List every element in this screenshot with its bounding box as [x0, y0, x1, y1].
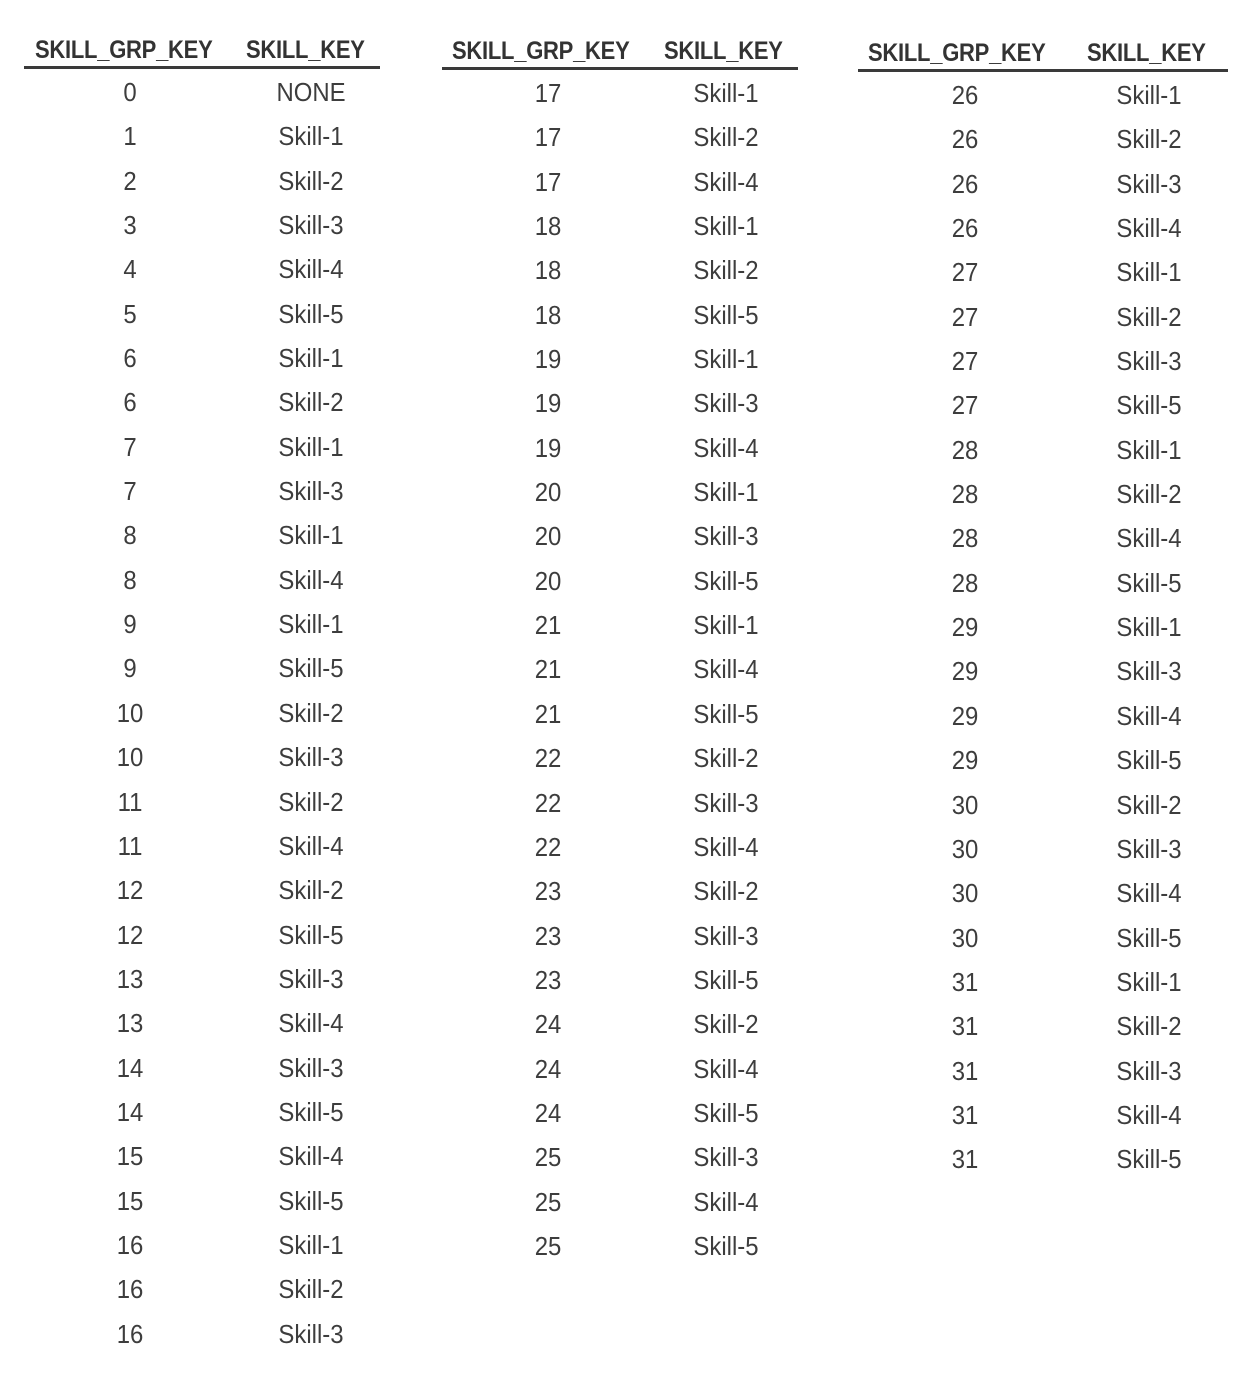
table-row [24, 381, 380, 425]
table-row [858, 517, 1228, 561]
column-header-skill-key: SKILL_KEY [1087, 39, 1206, 67]
skill-grp-key-cell: 21 [534, 698, 562, 729]
column-header-skill-key: SKILL_KEY [664, 37, 783, 65]
skill-grp-key-cell: 11 [117, 830, 143, 861]
table-row [858, 1050, 1228, 1094]
skill-key-cell: Skill-1 [1116, 257, 1182, 288]
skill-grp-key-cell: 6 [123, 387, 137, 418]
skill-key-cell: Skill-1 [278, 520, 344, 551]
table-row [24, 1002, 380, 1046]
table-row [858, 562, 1228, 606]
skill-key-cell: Skill-3 [1116, 168, 1182, 199]
skill-grp-key-cell: 26 [951, 80, 979, 110]
skill-grp-key-cell: 31 [951, 966, 979, 997]
skill-grp-key-cell: 28 [951, 479, 979, 510]
skill-key-cell: Skill-2 [1116, 789, 1182, 820]
skill-key-cell: Skill-3 [693, 787, 759, 818]
table-row [24, 692, 380, 736]
table-row [858, 473, 1228, 517]
skill-key-cell: Skill-2 [278, 875, 344, 906]
skill-key-cell: Skill-2 [278, 165, 344, 196]
skill-grp-key-cell: 23 [534, 920, 562, 951]
column-header-skill-grp-key: SKILL_GRP_KEY [35, 36, 213, 64]
table-header [442, 31, 798, 70]
skill-grp-key-cell: 14 [116, 1096, 144, 1127]
table-row [24, 1268, 380, 1312]
table-row [24, 204, 380, 248]
table-row [24, 559, 380, 603]
skill-key-cell: Skill-5 [278, 1096, 344, 1127]
skill-key-cell: Skill-2 [693, 1009, 759, 1040]
skill-group-table-2 [442, 31, 798, 1269]
skill-key-cell: Skill-5 [693, 299, 759, 330]
skill-grp-key-cell: 12 [116, 919, 144, 950]
skill-grp-key-cell: 18 [534, 255, 562, 286]
table-row [858, 74, 1228, 118]
table-row [858, 118, 1228, 162]
skill-key-cell: Skill-5 [693, 1097, 759, 1128]
table-row [24, 603, 380, 647]
skill-grp-key-cell: 4 [123, 254, 137, 285]
skill-key-cell: Skill-3 [278, 476, 344, 507]
skill-key-cell: Skill-3 [693, 521, 759, 552]
table-row [442, 471, 798, 515]
table-row [24, 470, 380, 514]
table-row [442, 161, 798, 205]
skill-key-cell: Skill-5 [693, 565, 759, 596]
skill-key-cell: Skill-4 [693, 831, 759, 862]
skill-grp-key-cell: 31 [951, 1144, 979, 1175]
table-row [24, 115, 380, 159]
skill-grp-key-cell: 13 [116, 1008, 144, 1039]
table-row [24, 426, 380, 470]
skill-key-cell: Skill-3 [1116, 833, 1182, 864]
skill-key-cell: Skill-4 [1116, 523, 1182, 554]
skill-grp-key-cell: 20 [534, 477, 562, 508]
skill-key-cell: Skill-4 [693, 166, 759, 197]
skill-grp-key-cell: 22 [534, 787, 562, 818]
table-row [442, 249, 798, 293]
table-row [442, 382, 798, 426]
skill-key-cell: Skill-4 [278, 830, 344, 861]
skill-grp-key-cell: 20 [534, 521, 562, 552]
skill-key-cell: Skill-3 [693, 388, 759, 419]
table-row [24, 869, 380, 913]
skill-key-cell: Skill-1 [278, 343, 344, 374]
skill-key-cell: Skill-4 [693, 432, 759, 463]
skill-grp-key-cell: 27 [951, 257, 979, 288]
skill-grp-key-cell: 7 [123, 431, 137, 462]
skill-key-cell: Skill-1 [1116, 434, 1182, 465]
skill-grp-key-cell: 19 [534, 432, 562, 463]
table-row [858, 695, 1228, 739]
table-row [858, 784, 1228, 828]
table-row [858, 384, 1228, 428]
table-row [24, 248, 380, 292]
skill-grp-key-cell: 15 [116, 1185, 144, 1216]
skill-grp-key-cell: 14 [116, 1052, 144, 1083]
skill-grp-key-cell: 25 [534, 1142, 562, 1173]
skill-grp-key-cell: 28 [951, 434, 979, 465]
table-row [442, 648, 798, 692]
skill-grp-key-cell: 19 [534, 344, 562, 375]
skill-grp-key-cell: 27 [951, 346, 979, 377]
skill-key-cell: Skill-3 [278, 742, 344, 773]
skill-grp-key-cell: 11 [117, 786, 143, 817]
skill-key-cell: Skill-2 [693, 743, 759, 774]
skill-key-cell: Skill-5 [278, 653, 344, 684]
skill-key-cell: Skill-3 [1116, 656, 1182, 687]
table-row [858, 251, 1228, 295]
column-header-skill-grp-key: SKILL_GRP_KEY [452, 37, 630, 65]
table-row [442, 427, 798, 471]
skill-key-cell: Skill-5 [278, 298, 344, 329]
table-row [24, 958, 380, 1002]
skill-key-cell: Skill-5 [1116, 390, 1182, 421]
column-header-skill-grp-key: SKILL_GRP_KEY [868, 39, 1046, 67]
skill-grp-key-cell: 26 [951, 213, 979, 244]
skill-key-cell: Skill-2 [693, 255, 759, 286]
table-row [24, 1135, 380, 1179]
skill-key-cell: Skill-2 [278, 387, 344, 418]
table-row [442, 1181, 798, 1225]
table-row [442, 1136, 798, 1180]
table-row [442, 515, 798, 559]
skill-key-cell: Skill-5 [1116, 567, 1182, 598]
skill-grp-key-cell: 25 [534, 1230, 562, 1261]
skill-key-cell: Skill-5 [1116, 745, 1182, 776]
skill-key-cell: Skill-5 [1116, 1144, 1182, 1175]
skill-key-cell: Skill-4 [1116, 213, 1182, 244]
skill-key-cell: Skill-5 [278, 919, 344, 950]
skill-key-cell: Skill-4 [693, 654, 759, 685]
skill-key-cell: Skill-4 [693, 1186, 759, 1217]
table-row [24, 1091, 380, 1135]
table-row [858, 1094, 1228, 1138]
skill-grp-key-cell: 2 [123, 165, 137, 196]
skill-grp-key-cell: 25 [534, 1186, 562, 1217]
skill-key-cell: Skill-3 [693, 1142, 759, 1173]
column-header-skill-key: SKILL_KEY [246, 36, 365, 64]
skill-key-cell: Skill-5 [278, 1185, 344, 1216]
skill-grp-key-cell: 13 [116, 963, 144, 994]
table-row [24, 825, 380, 869]
skill-grp-key-cell: 10 [116, 697, 144, 728]
skill-key-cell: Skill-3 [278, 210, 344, 241]
table-row [24, 647, 380, 691]
skill-grp-key-cell: 20 [534, 565, 562, 596]
skill-grp-key-cell: 17 [534, 122, 562, 153]
table-header [24, 30, 380, 69]
skill-key-cell: Skill-3 [1116, 346, 1182, 377]
skill-key-cell: Skill-5 [1116, 922, 1182, 953]
table-row [442, 1048, 798, 1092]
skill-key-cell: Skill-3 [278, 963, 344, 994]
skill-group-table-1 [24, 30, 380, 1357]
table-row [858, 340, 1228, 384]
skill-grp-key-cell: 26 [951, 124, 979, 155]
skill-grp-key-cell: 17 [534, 166, 562, 197]
skill-key-cell: Skill-2 [278, 786, 344, 817]
skill-key-cell: Skill-1 [278, 121, 344, 152]
skill-grp-key-cell: 28 [951, 567, 979, 598]
table-row [442, 826, 798, 870]
skill-grp-key-cell: 9 [123, 653, 137, 684]
skill-key-cell: Skill-1 [693, 477, 759, 508]
table-row [24, 914, 380, 958]
table-row [442, 1003, 798, 1047]
skill-key-cell: Skill-4 [278, 564, 344, 595]
table-row [24, 337, 380, 381]
table-header [858, 33, 1228, 72]
skill-grp-key-cell: 31 [951, 1011, 979, 1042]
skill-key-cell: Skill-1 [693, 344, 759, 375]
table-row [442, 693, 798, 737]
skill-key-cell: Skill-3 [1116, 1055, 1182, 1086]
table-row [442, 116, 798, 160]
skill-grp-key-cell: 17 [534, 78, 562, 108]
skill-grp-key-cell: 16 [116, 1318, 144, 1349]
skill-grp-key-cell: 27 [951, 301, 979, 332]
table-row [24, 781, 380, 825]
table-row [24, 514, 380, 558]
skill-key-cell: Skill-5 [693, 698, 759, 729]
table-row [858, 917, 1228, 961]
skill-grp-key-cell: 23 [534, 876, 562, 907]
skill-key-cell: Skill-4 [1116, 1099, 1182, 1130]
skill-grp-key-cell: 24 [534, 1009, 562, 1040]
skill-grp-key-cell: 19 [534, 388, 562, 419]
table-row [858, 429, 1228, 473]
table-row [442, 782, 798, 826]
skill-key-cell: Skill-5 [693, 964, 759, 995]
table-row [442, 1092, 798, 1136]
skill-grp-key-cell: 31 [951, 1099, 979, 1130]
table-body [24, 69, 380, 1357]
skill-grp-key-cell: 31 [951, 1055, 979, 1086]
skill-grp-key-cell: 30 [951, 878, 979, 909]
skill-key-cell: Skill-2 [278, 1274, 344, 1305]
skill-grp-key-cell: 30 [951, 833, 979, 864]
table-row [24, 1224, 380, 1268]
table-row [858, 606, 1228, 650]
skill-grp-key-cell: 30 [951, 922, 979, 953]
table-row [24, 1180, 380, 1224]
table-row [442, 870, 798, 914]
table-row [858, 872, 1228, 916]
table-row [858, 1138, 1228, 1182]
skill-key-cell: Skill-3 [693, 920, 759, 951]
table-row [24, 1313, 380, 1357]
skill-grp-key-cell: 6 [123, 343, 137, 374]
skill-grp-key-cell: 5 [123, 298, 137, 329]
table-row [442, 604, 798, 648]
table-body [858, 72, 1228, 1183]
skill-grp-key-cell: 12 [116, 875, 144, 906]
skill-grp-key-cell: 29 [951, 612, 979, 643]
skill-grp-key-cell: 23 [534, 964, 562, 995]
skill-key-cell: Skill-1 [693, 78, 759, 108]
skill-key-cell: Skill-1 [1116, 80, 1182, 110]
table-body [442, 70, 798, 1269]
skill-key-cell: Skill-2 [1116, 124, 1182, 155]
skill-grp-key-cell: 22 [534, 831, 562, 862]
table-row [24, 71, 380, 115]
skill-grp-key-cell: 7 [123, 476, 137, 507]
table-row [24, 736, 380, 780]
skill-grp-key-cell: 18 [534, 211, 562, 242]
skill-grp-key-cell: 27 [951, 390, 979, 421]
skill-grp-key-cell: 21 [534, 654, 562, 685]
skill-key-cell: Skill-4 [278, 254, 344, 285]
table-row [858, 739, 1228, 783]
table-row [442, 294, 798, 338]
table-row [858, 207, 1228, 251]
skill-grp-key-cell: 29 [951, 656, 979, 687]
table-row [24, 293, 380, 337]
table-row [442, 560, 798, 604]
table-row [24, 160, 380, 204]
skill-key-cell: Skill-2 [693, 122, 759, 153]
skill-grp-key-cell: 15 [116, 1141, 144, 1172]
table-row [442, 338, 798, 382]
skill-grp-key-cell: 29 [951, 745, 979, 776]
skill-grp-key-cell: 22 [534, 743, 562, 774]
table-row [442, 915, 798, 959]
skill-key-cell: Skill-1 [1116, 612, 1182, 643]
skill-grp-key-cell: 24 [534, 1097, 562, 1128]
skill-key-cell: Skill-2 [1116, 301, 1182, 332]
skill-grp-key-cell: 30 [951, 789, 979, 820]
skill-key-cell: Skill-2 [278, 697, 344, 728]
table-row [858, 296, 1228, 340]
skill-grp-key-cell: 9 [123, 609, 137, 640]
table-row [858, 650, 1228, 694]
table-row [442, 205, 798, 249]
skill-key-cell: Skill-1 [278, 609, 344, 640]
table-row [858, 163, 1228, 207]
skill-grp-key-cell: 10 [116, 742, 144, 773]
skill-grp-key-cell: 28 [951, 523, 979, 554]
skill-key-cell: Skill-1 [278, 1229, 344, 1260]
skill-key-cell: Skill-4 [693, 1053, 759, 1084]
skill-group-table-3 [858, 33, 1228, 1183]
skill-key-cell: NONE [276, 77, 346, 107]
table-row [858, 828, 1228, 872]
skill-grp-key-cell: 1 [123, 121, 137, 152]
skill-grp-key-cell: 8 [123, 564, 137, 595]
skill-grp-key-cell: 26 [951, 168, 979, 199]
skill-grp-key-cell: 18 [534, 299, 562, 330]
skill-grp-key-cell: 29 [951, 700, 979, 731]
skill-key-cell: Skill-4 [278, 1141, 344, 1172]
skill-key-cell: Skill-5 [693, 1230, 759, 1261]
skill-grp-key-cell: 3 [123, 210, 137, 241]
table-row [858, 961, 1228, 1005]
skill-key-cell: Skill-2 [693, 876, 759, 907]
skill-grp-key-cell: 0 [123, 77, 137, 107]
skill-grp-key-cell: 21 [534, 610, 562, 641]
skill-grp-key-cell: 24 [534, 1053, 562, 1084]
table-row [858, 1005, 1228, 1049]
skill-key-cell: Skill-3 [278, 1318, 344, 1349]
skill-key-cell: Skill-4 [278, 1008, 344, 1039]
skill-key-cell: Skill-4 [1116, 878, 1182, 909]
skill-key-cell: Skill-4 [1116, 700, 1182, 731]
skill-key-cell: Skill-3 [278, 1052, 344, 1083]
table-row [442, 959, 798, 1003]
skill-key-cell: Skill-1 [693, 610, 759, 641]
skill-grp-key-cell: 16 [116, 1274, 144, 1305]
table-row [442, 1225, 798, 1269]
skill-grp-key-cell: 8 [123, 520, 137, 551]
skill-key-cell: Skill-1 [278, 431, 344, 462]
table-row [24, 1047, 380, 1091]
skill-key-cell: Skill-2 [1116, 1011, 1182, 1042]
skill-grp-key-cell: 16 [116, 1229, 144, 1260]
skill-key-cell: Skill-1 [693, 211, 759, 242]
table-row [442, 737, 798, 781]
skill-key-cell: Skill-1 [1116, 966, 1182, 997]
table-row [442, 72, 798, 116]
skill-key-cell: Skill-2 [1116, 479, 1182, 510]
